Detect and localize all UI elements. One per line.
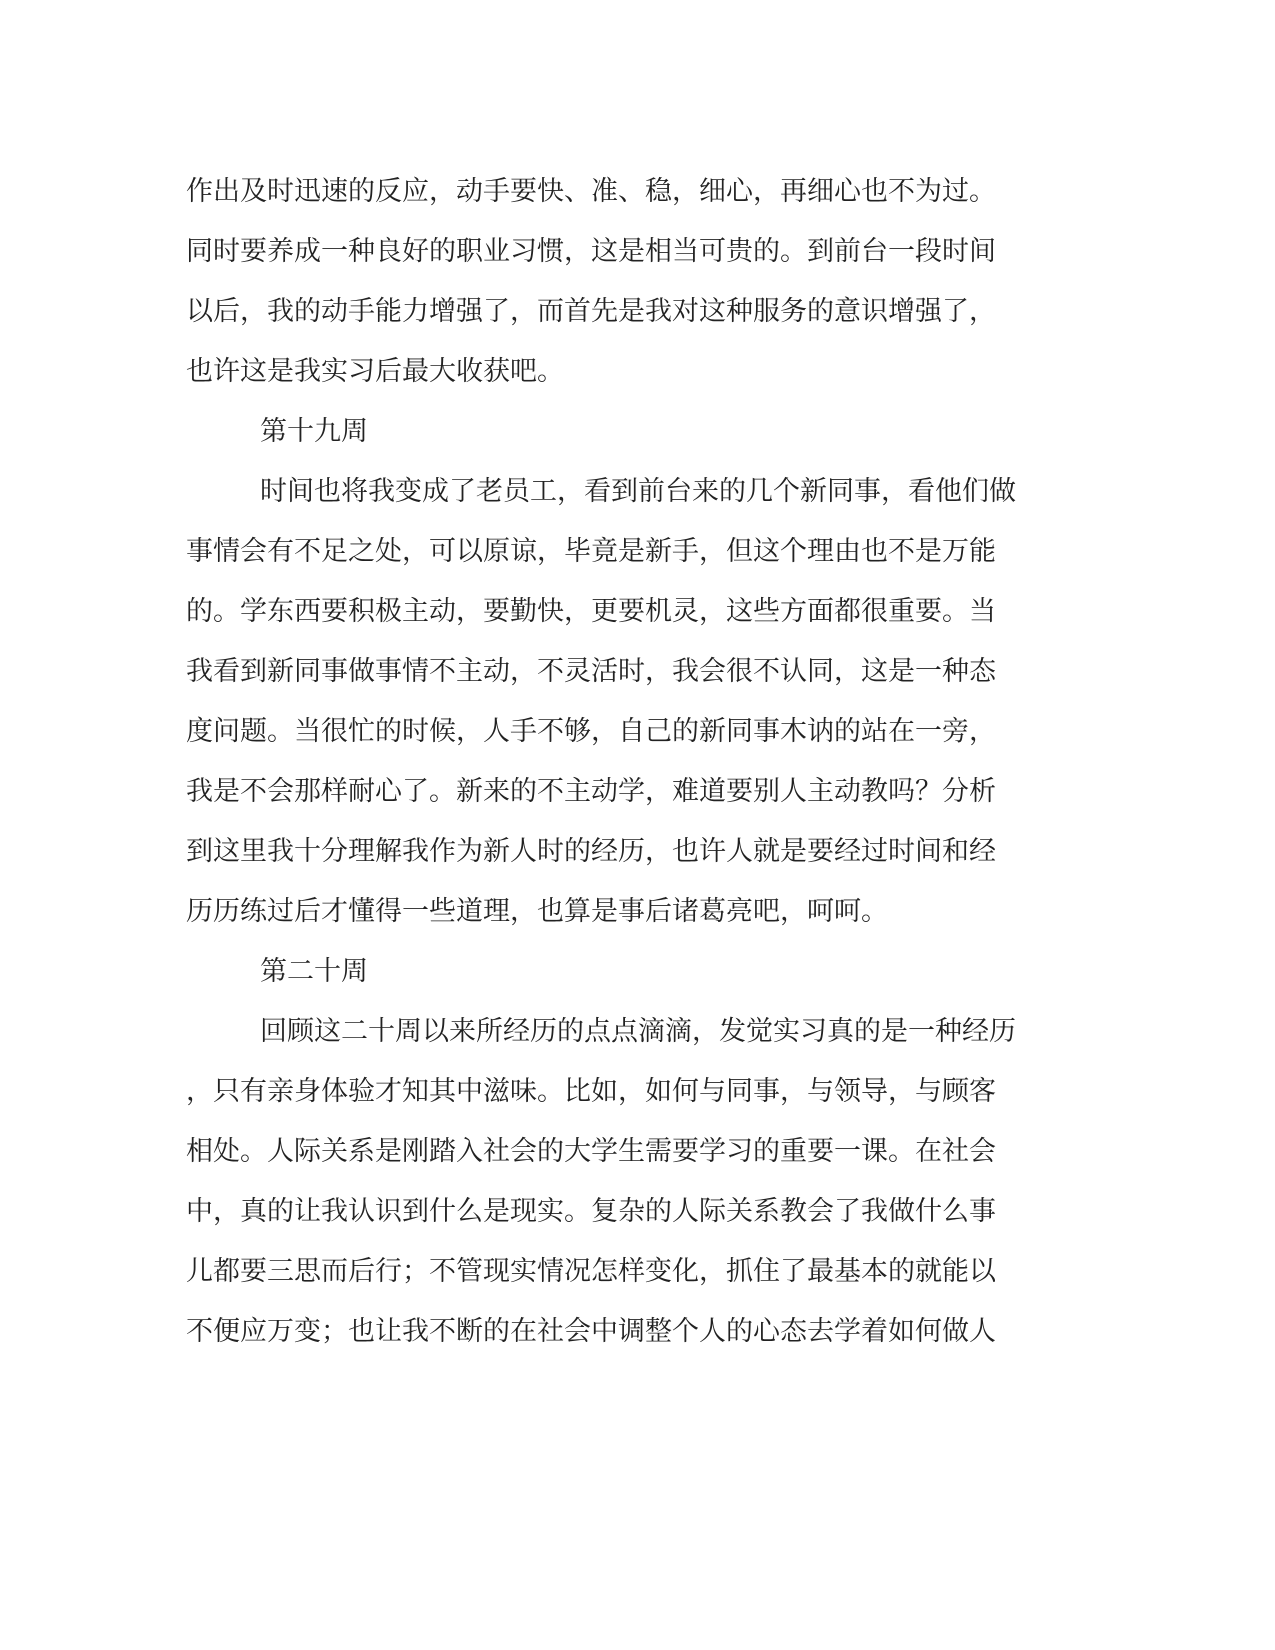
text-line: 回顾这二十周以来所经历的点点滴滴，发觉实习真的是一种经历 [260,1016,1016,1047]
text-line: 不便应万变；也让我不断的在社会中调整个人的心态去学着如何做人 [186,1316,996,1347]
text-line: ，只有亲身体验才知其中滋味。比如，如何与同事，与领导，与顾客 [186,1076,996,1107]
text-line: 儿都要三思而后行；不管现实情况怎样变化，抓住了最基本的就能以 [186,1256,996,1287]
text-line: 事情会有不足之处，可以原谅，毕竟是新手，但这个理由也不是万能 [186,536,996,567]
section-heading-week-19: 第十九周 [260,416,368,447]
text-line: 时间也将我变成了老员工，看到前台来的几个新同事，看他们做 [260,476,1016,507]
text-line: 也许这是我实习后最大收获吧。 [186,356,564,387]
text-line: 到这里我十分理解我作为新人时的经历，也许人就是要经过时间和经 [186,836,996,867]
text-line: 的。学东西要积极主动，要勤快，更要机灵，这些方面都很重要。当 [186,596,996,627]
text-line: 相处。人际关系是刚踏入社会的大学生需要学习的重要一课。在社会 [186,1136,996,1167]
body-text [186,162,1056,1362]
text-line: 同时要养成一种良好的职业习惯，这是相当可贵的。到前台一段时间 [186,236,996,267]
text-line: 以后，我的动手能力增强了，而首先是我对这种服务的意识增强了， [186,296,996,327]
text-line: 历历练过后才懂得一些道理，也算是事后诸葛亮吧，呵呵。 [186,896,888,927]
text-line: 我看到新同事做事情不主动，不灵活时，我会很不认同，这是一种态 [186,656,996,687]
section-heading-week-20: 第二十周 [260,956,368,987]
text-line: 作出及时迅速的反应，动手要快、准、稳，细心，再细心也不为过。 [186,176,996,207]
text-line: 度问题。当很忙的时候，人手不够，自己的新同事木讷的站在一旁， [186,716,996,747]
text-line: 我是不会那样耐心了。新来的不主动学，难道要别人主动教吗？分析 [186,776,996,807]
text-line: 中，真的让我认识到什么是现实。复杂的人际关系教会了我做什么事 [186,1196,996,1227]
